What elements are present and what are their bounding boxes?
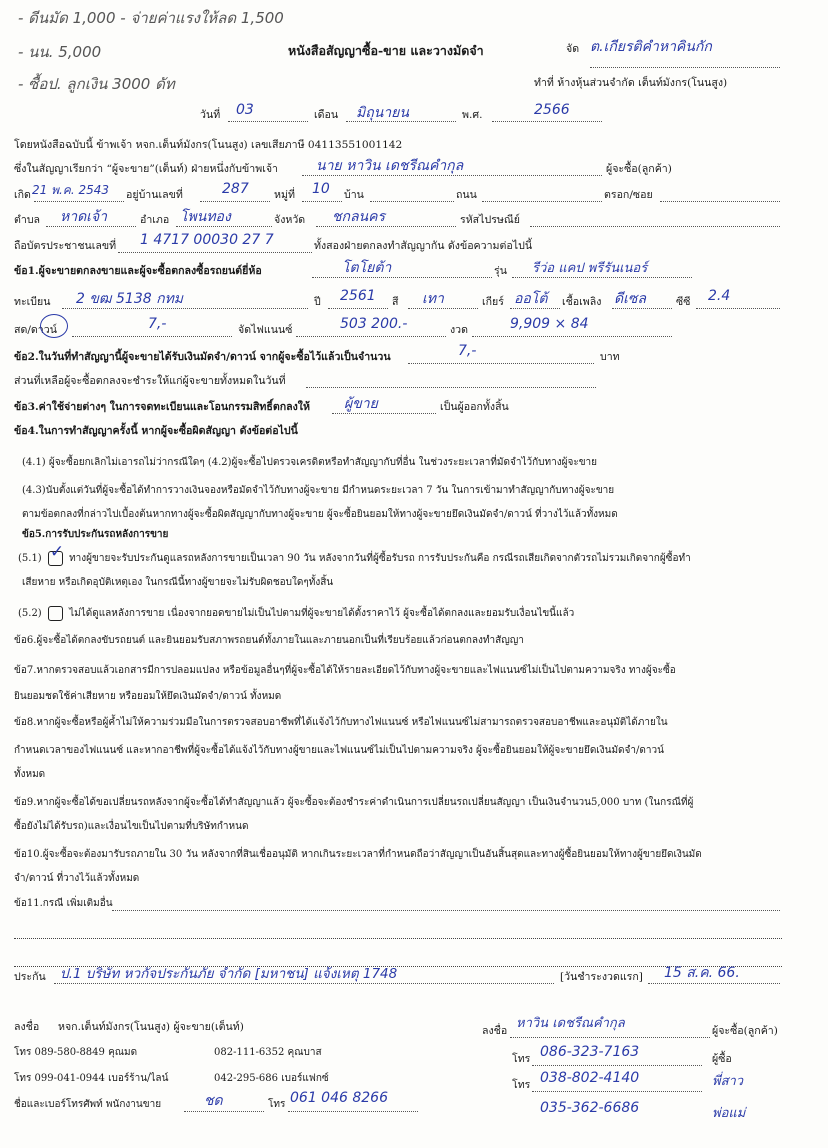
moo-label: หมู่ที่ <box>274 189 295 201</box>
clause-10b: จำ/ดาวน์ ที่วางไว้แล้วทั้งหมด <box>14 873 140 884</box>
district-value: โพนทอง <box>180 209 231 225</box>
month-label: เดือน <box>314 109 339 121</box>
cash-label: สด/ดาวน์ <box>14 324 57 336</box>
clause-5-1b: เสียหาย หรือเกิดอุบัติเหตุเอง ในกรณีนี้ทางผู้ขายจะไม่รับผิดชอบใดๆทั้งสิ้น <box>22 577 334 588</box>
plate-label: ทะเบียน <box>14 296 51 308</box>
year-value: 2566 <box>534 102 570 118</box>
clause-2b: ส่วนที่เหลือผู้จะซื้อตกลงจะชำระให้แก่ผู้จะขายทั้งหมดในวันที่ <box>14 375 286 387</box>
district-label: อำเภอ <box>140 214 170 226</box>
note-line-3: - ซื้อป. ลูกเงิน 3000 ดัท <box>18 75 175 93</box>
first-payment-label: [วันชำระงวดแรก] <box>560 971 643 983</box>
province-label: จังหวัด <box>274 214 306 226</box>
plate-value: 2 ขฒ 5138 กทม <box>76 291 184 307</box>
buyer-phone2-label: โทร <box>512 1079 531 1091</box>
clause-4-1: (4.1) ผู้จะซื้อยกเลิกไม่เอารถไม่ว่ากรณีใดๆ (4.2)ผู้จะซื้อไปตรวจเครดิตหรือทำสัญญากับที่อื่น ในช่วงระยะเวลาที่มัดจำไว้กับทางผู้จะขาย <box>22 457 598 468</box>
road-label: ถนน <box>456 189 477 201</box>
cc-value: 2.4 <box>708 288 731 304</box>
buyer-phone-3-role: พ่อแม่ <box>712 1106 746 1121</box>
gear-label: เกียร์ <box>482 296 504 308</box>
subdistrict-label: ตำบล <box>14 214 41 226</box>
year-label-car: ปี <box>314 296 321 308</box>
born-label: เกิด <box>14 189 31 201</box>
finance-value: 503 200.- <box>340 316 408 332</box>
month-value: มิถุนายน <box>356 105 409 121</box>
clause-9a: ข้อ9.หากผู้จะซื้อได้ขอเปลี่ยนรถหลังจากผู้จะซื้อได้ทำสัญญาแล้ว ผู้จะซื้อจะต้องชำระค่าดำเนินการเปลี่ยนรถเปลี่ยนสัญญา เป็นเงินจำนวน5,000 บาท (ในกรณีที่ผู้ <box>14 797 694 808</box>
install-label: งวด <box>450 324 469 336</box>
clause-8c: ทั้งหมด <box>14 769 46 780</box>
seller-phone-2: 082-111-6352 คุณบาส <box>214 1047 322 1058</box>
note-line-2: - นน. 5,000 <box>18 43 102 61</box>
buyer-sign-label: ลงชื่อ <box>482 1025 508 1037</box>
clause-10a: ข้อ10.ผู้จะซื้อจะต้องมารับรถภายใน 30 วัน หลังจากที่สินเชื่ออนุมัติ หากเกินระยะเวลาที่กำหนดถือว่าสัญญาเป็นอันสิ้นสุดและทางผู้ซื้อยินยอมให้ทางผู้ขายยึดเงินมัด <box>14 849 702 860</box>
buyer-role: ผู้จะซื้อ(ลูกค้า) <box>712 1025 778 1037</box>
first-payment-date: 15 ส.ค. 66. <box>664 965 740 981</box>
document-title: หนังสือสัญญาซื้อ-ขาย และวางมัดจำ <box>288 43 484 58</box>
clause-5-1a: ทางผู้ขายจะรับประกันดูแลรถหลังการขายเป็นเวลา 90 วัน หลังจากวันที่ผู้ซื้อรับรถ การรับประกันคือ กรณีรถเสียเกิดจากตัวรถไม่รวมเกิดจากผู้ซื้อทำ <box>69 553 691 564</box>
buyer-phone-3: 035-362-6686 <box>540 1100 640 1116</box>
car-brand: โตโยต้า <box>342 260 392 276</box>
address-label: อยู่บ้านเลขที่ <box>126 189 183 201</box>
buyer-role-label: ผู้จะซื้อ(ลูกค้า) <box>606 163 672 175</box>
gear-value: ออโต้ <box>514 291 548 307</box>
clause-5-1-num: (5.1) <box>18 553 42 564</box>
clause-8a: ข้อ8.หากผู้จะซื้อหรือผู้ค้ำไม่ให้ความร่วมมือในการตรวจสอบอาชีพที่ได้แจ้งไว้กับทางไฟแนนซ์ หรือไฟแนนซ์ไม่สามารถตรวจสอบอาชีพและอนุมัติได้ภายใน <box>14 717 668 728</box>
clause-2a: ข้อ2.ในวันที่ทำสัญญานี้ผู้จะขายได้รับเงินมัดจำ/ดาวน์ จากผู้จะซื้อไว้แล้วเป็นจำนวน <box>14 351 391 363</box>
subdistrict-value: หาดเจ้า <box>60 209 108 225</box>
seller-phone-1: โทร 089-580-8849 คุณมด <box>14 1047 138 1058</box>
car-model: รีว่อ แคป พรีรันเนอร์ <box>532 261 648 276</box>
blank-line-1 <box>14 938 782 939</box>
car-color: เทา <box>422 291 444 307</box>
fuel-label: เชื้อเพลิง <box>562 296 602 308</box>
id-number: 1 4717 00030 27 7 <box>140 232 274 248</box>
buyer-name: นาย หาวิน เดชรีณคำกุล <box>316 158 464 174</box>
clause-7b: ยินยอมชดใช้ค่าเสียหาย หรือยอมให้ยึดเงินมัดจำ/ดาวน์ ทั้งหมด <box>14 691 282 702</box>
seller-name: หจก.เต็นท์มังกร(โนนสูง) ผู้จะขาย(เต็นท์) <box>57 1021 244 1033</box>
note-line-1: - ดีนมัด 1,000 - จ่ายค่าแรงให้ลด 1,500 <box>18 9 284 27</box>
staff-label: ชื่อและเบอร์โทรศัพท์ พนักงานขาย <box>14 1099 162 1110</box>
insurance-value: ป.1 บริษัท หวกัจประกันภัย จำกัด [มหาชน] แจ้งเหตุ 1748 <box>60 966 398 982</box>
color-label: สี <box>392 296 399 308</box>
buyer-phone: 086-323-7163 <box>540 1044 640 1060</box>
staff-phone-label: โทร <box>268 1099 286 1110</box>
born-value: 21 พ.ค. 2543 <box>32 183 110 197</box>
buyer-phone-2-role: พี่สาว <box>712 1074 744 1089</box>
clause-4: ข้อ4.ในการทำสัญญาครั้งนี้ หากผู้จะซื้อผิดสัญญา ดังข้อต่อไปนี้ <box>14 425 298 437</box>
year-label: พ.ศ. <box>462 109 483 121</box>
written-at-label: จัด <box>566 43 580 55</box>
cc-label: ซีซี <box>676 296 691 308</box>
clause-4-3b: ตามข้อตกลงที่กล่าวไปเบื้องต้นหากทางผู้จะซื้อผิดสัญญากับทางผู้จะขาย ผู้จะซื้อยินยอมให้ทางผู้จะขายยึดเงินมัดจำ/ดาวน์ ที่วางไว้แล้วทั้งหมด <box>22 509 618 520</box>
finance-label: จัดไฟแนนซ์ <box>238 324 293 336</box>
clause-6: ข้อ6.ผู้จะซื้อได้ตกลงขับรถยนต์ และยินยอมรับสภาพรถยนต์ทั้งภายในและภายนอกเป็นที่เรียบร้อยแล้วก่อนตกลงทำสัญญา <box>14 635 524 646</box>
deposit-amount: 7,- <box>458 343 477 359</box>
intro-line: โดยหนังสือฉบับนี้ ข้าพเจ้า หจก.เต็นท์มังกร(โนนสูง) เลขเสียภาษี 04113551001142 <box>14 139 403 151</box>
buyer-phone-2: 038-802-4140 <box>540 1070 640 1086</box>
house-no: 287 <box>222 181 249 197</box>
clause-1-label: ข้อ1.ผู้จะขายตกลงขายและผู้จะซื้อตกลงซื้อรถยนต์ยี่ห้อ <box>14 265 262 277</box>
circle-mark <box>40 314 68 338</box>
clause-4-3a: (4.3)นับตั้งแต่วันที่ผู้จะซื้อได้ทำการวางเงินจองหรือมัดจำไว้กับทางผู้จะขาย มีกำหนดระยะเวลา 7 วัน ในการเข้ามาทำสัญญากับทางผู้จะขาย <box>22 485 615 496</box>
id-label: ถือบัตรประชาชนเลขที่ <box>14 240 117 252</box>
village-label: บ้าน <box>344 189 364 201</box>
buyer-signature: หาวิน เดชรีณคำกุล <box>516 1016 625 1031</box>
clause-5-2-num: (5.2) <box>18 608 42 619</box>
id-suffix: ทั้งสองฝ่ายตกลงทำสัญญากัน ดังข้อความต่อไปนี้ <box>314 240 533 252</box>
seller-sign-label: ลงชื่อ <box>14 1021 40 1033</box>
insurance-label: ประกัน <box>14 971 46 983</box>
seller-phone-3: โทร 099-041-0944 เบอร์ร้าน/ไลน์ <box>14 1073 169 1084</box>
day-label: วันที่ <box>200 109 221 121</box>
clause-7a: ข้อ7.หากตรวจสอบแล้วเอกสารมีการปลอมแปลง หรือข้อมูลอื่นๆที่ผู้จะซื้อได้ให้รายละเอียดไว้กับทางผู้จะขายและไฟแนนซ์ไม่เป็นไปตามความจริง ทางผู้จะซื้อ <box>14 665 676 676</box>
clause-3a: ข้อ3.ค่าใช้จ่ายต่างๆ ในการจดทะเบียนและโอนกรรมสิทธิ์ตกลงให้ <box>14 401 310 413</box>
clause-9b: ซื้อยังไม่ได้รับรถ)และเงื่อนไขเป็นไปตามที่บริษัทกำหนด <box>14 821 249 832</box>
cash-value: 7,- <box>148 316 167 332</box>
buyer-phone-label: โทร <box>512 1053 531 1065</box>
parties-line: ซึ่งในสัญญาเรียกว่า “ผู้จะขาย”(เต็นท์) ฝ่ายหนึ่งกับข้าพเจ้า <box>14 163 278 175</box>
warranty-checkbox[interactable] <box>48 551 63 566</box>
alley-label: ตรอก/ซอย <box>604 189 653 201</box>
day-value: 03 <box>236 102 254 118</box>
fuel-value: ดีเซล <box>614 291 646 307</box>
clause-5: ข้อ5.การรับประกันรถหลังการขาย <box>22 529 169 540</box>
staff-name: ชด <box>204 1093 223 1109</box>
seller-phone-4: 042-295-686 เบอร์แฟกซ์ <box>214 1073 329 1084</box>
clause-11: ข้อ11.กรณี เพิ่มเติมอื่น <box>14 898 113 909</box>
install-value: 9,909 × 84 <box>510 316 589 332</box>
clause-5-2: ไม่ได้ดูแลหลังการขาย เนื่องจากยอดขายไม่เป็นไปตามที่ผู้จะขายได้ตั้งราคาไว้ ผู้จะซื้อได้ตกลงและยอมรับเงื่อนไขนี้แล้ว <box>69 608 575 619</box>
place: ทำที่ ห้างหุ้นส่วนจำกัด เต็นท์มังกร(โนนสูง) <box>534 77 728 89</box>
clause-8b: กำหนดเวลาของไฟแนนซ์ และหากอาชีพที่ผู้จะซื้อได้แจ้งไว้กับทางผู้ขายและไฟแนนซ์ไม่เป็นไปตามความจริง ผู้จะซื้อยินยอมให้ผู้จะขายยึดเงินมัดจำ/ดาวน์ <box>14 745 664 756</box>
staff-phone: 061 046 8266 <box>290 1090 388 1106</box>
postal-label: รหัสไปรษณีย์ <box>460 214 520 226</box>
car-year: 2561 <box>340 288 376 304</box>
buyer-phone-role: ผู้ซื้อ <box>712 1053 732 1065</box>
clause-3b: เป็นผู้ออกทั้งสิ้น <box>440 401 509 413</box>
province-value: ชกลนคร <box>332 209 386 225</box>
no-warranty-checkbox[interactable] <box>48 606 63 621</box>
baht-unit: บาท <box>600 351 620 363</box>
written-at-value: ต.เกียรติคำหาคินกัก <box>590 39 712 55</box>
moo-value: 10 <box>312 181 330 197</box>
cost-payer: ผู้ขาย <box>344 396 378 412</box>
model-label: รุ่น <box>494 265 507 277</box>
